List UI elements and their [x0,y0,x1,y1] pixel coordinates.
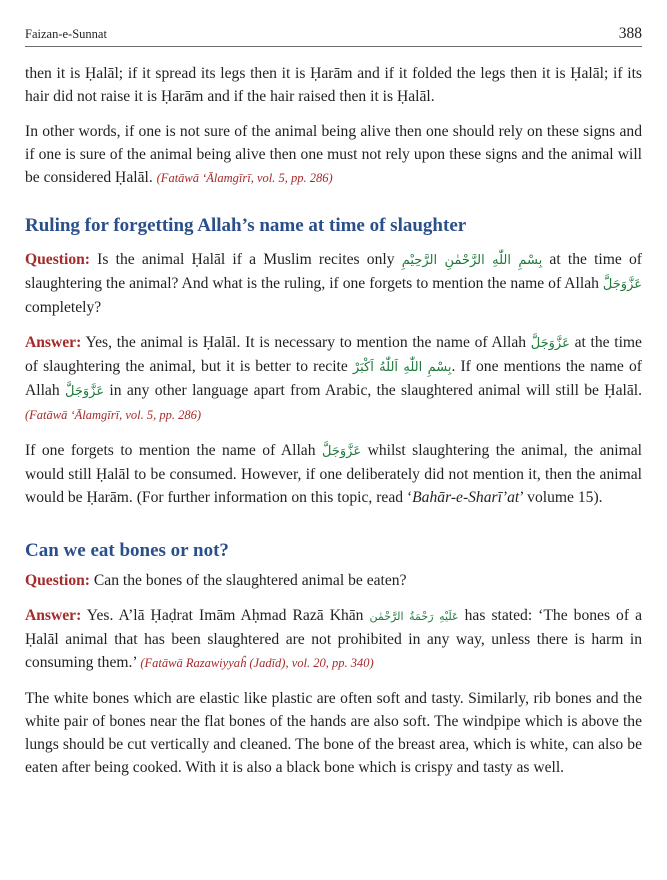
question-label: Question: [25,251,90,268]
answer-text: Yes, the animal is Ḥalāl. It is necessary to mention the name of Allah [85,334,527,351]
question-paragraph [25,569,642,592]
reference: (Fatāwā ‘Ālamgīrī, vol. 5, pp. 286) [156,171,333,185]
book-title: Faizan-e-Sunnat [25,27,107,41]
paragraph-forgetting [25,439,642,509]
question-paragraph [25,248,642,319]
arabic-honorific: عَزَّوَجَلَّ [64,384,105,399]
paragraph-text: whilst slaughtering the animal, the animal would still Ḥalāl to be consumed. However, if one deliberately did not mention it, then the animal would be Ḥarām. (For further information on this topic, read ‘ [25,442,643,506]
reference: (Fatāwā Razawiyyaĥ (Jadīd), vol. 20, pp. 340) [140,656,374,670]
paragraph-text: ’ volume 15). [519,489,603,506]
section-heading-bones: Can we eat bones or not? [25,540,229,561]
arabic-tasmiya: بِسْمِ اللّٰهِ اَللّٰهُ اَكْبَرْ [352,360,452,375]
answer-paragraph [25,604,642,675]
section-heading-forgetting: Ruling for forgetting Allah’s name at time of slaughter [25,215,467,236]
answer-text: has stated: ‘The bones of a Ḥalāl animal that has been slaughtered are not prohibited in any way, unless there is harm in consuming them.’ [25,607,643,671]
page-content [25,62,642,779]
page-number: 388 [618,25,642,42]
question-text: at the time of slaughtering the animal? And what is the ruling, if one forgets to mention the name of Allah [25,251,642,292]
answer-label: Answer: [25,334,82,351]
question-text: Can the bones of the slaughtered animal be eaten? [93,572,407,589]
answer-text: at the time of slaughtering the animal, but it is better to recite [25,334,642,375]
question-text: Is the animal Ḥalāl if a Muslim recites only [97,251,395,268]
paragraph-text: In other words, if one is not sure of the animal being alive then one should rely on these signs and if one is sure of the animal being alive then one must not rely upon these signs and the animal will be considered Ḥalāl. [25,123,642,186]
paragraph-bones: The white bones which are elastic like plastic are often soft and tasty. Similarly, rib bones and the white pair of bones near the flat bones of the hands are also soft. The windpipe which is above the lungs should be cut vertically and cleaned. The bone of the breast area, which is white, can also be eaten after being cooked. With it is also a black bone which is crispy and tasty as well. [25,690,642,776]
paragraph-text: If one forgets to mention the name of Allah [25,442,316,459]
book-title-reference: Bahār-e-Sharī’at [412,489,520,506]
arabic-honorific: عَلَيْهِ رَحْمَةُ الرَّحْمٰن [369,610,459,623]
answer-text: in any other language apart from Arabic, the slaughtered animal will still be Ḥalāl. [109,382,642,399]
paragraph-signs [25,120,642,190]
question-label: Question: [25,572,90,589]
answer-label: Answer: [25,607,82,624]
arabic-honorific: عَزَّوَجَلَّ [322,444,362,459]
answer-text: Yes. A’lā Ḥaḍrat Imām Aḥmad Razā Khān [86,607,364,624]
question-text: completely? [25,299,102,316]
arabic-honorific: عَزَّوَجَلَّ [602,277,642,292]
arabic-basmala: بِسْمِ اللّٰهِ الرَّحْمٰنِ الرَّحِيْمِ [401,253,543,268]
paragraph-continuation: then it is Ḥalāl; if it spread its legs then it is Ḥarām and if it folded the legs then it is Ḥalāl; if its hair did not raise it is Ḥarām and if the hair raised then it is Ḥalāl. [25,65,642,105]
answer-text: . If one mentions the name of Allah [25,358,642,399]
answer-paragraph [25,331,642,427]
reference: (Fatāwā ‘Ālamgīrī, vol. 5, pp. 286) [25,408,202,422]
page-header [25,24,642,47]
arabic-honorific: عَزَّوَجَلَّ [530,336,570,351]
